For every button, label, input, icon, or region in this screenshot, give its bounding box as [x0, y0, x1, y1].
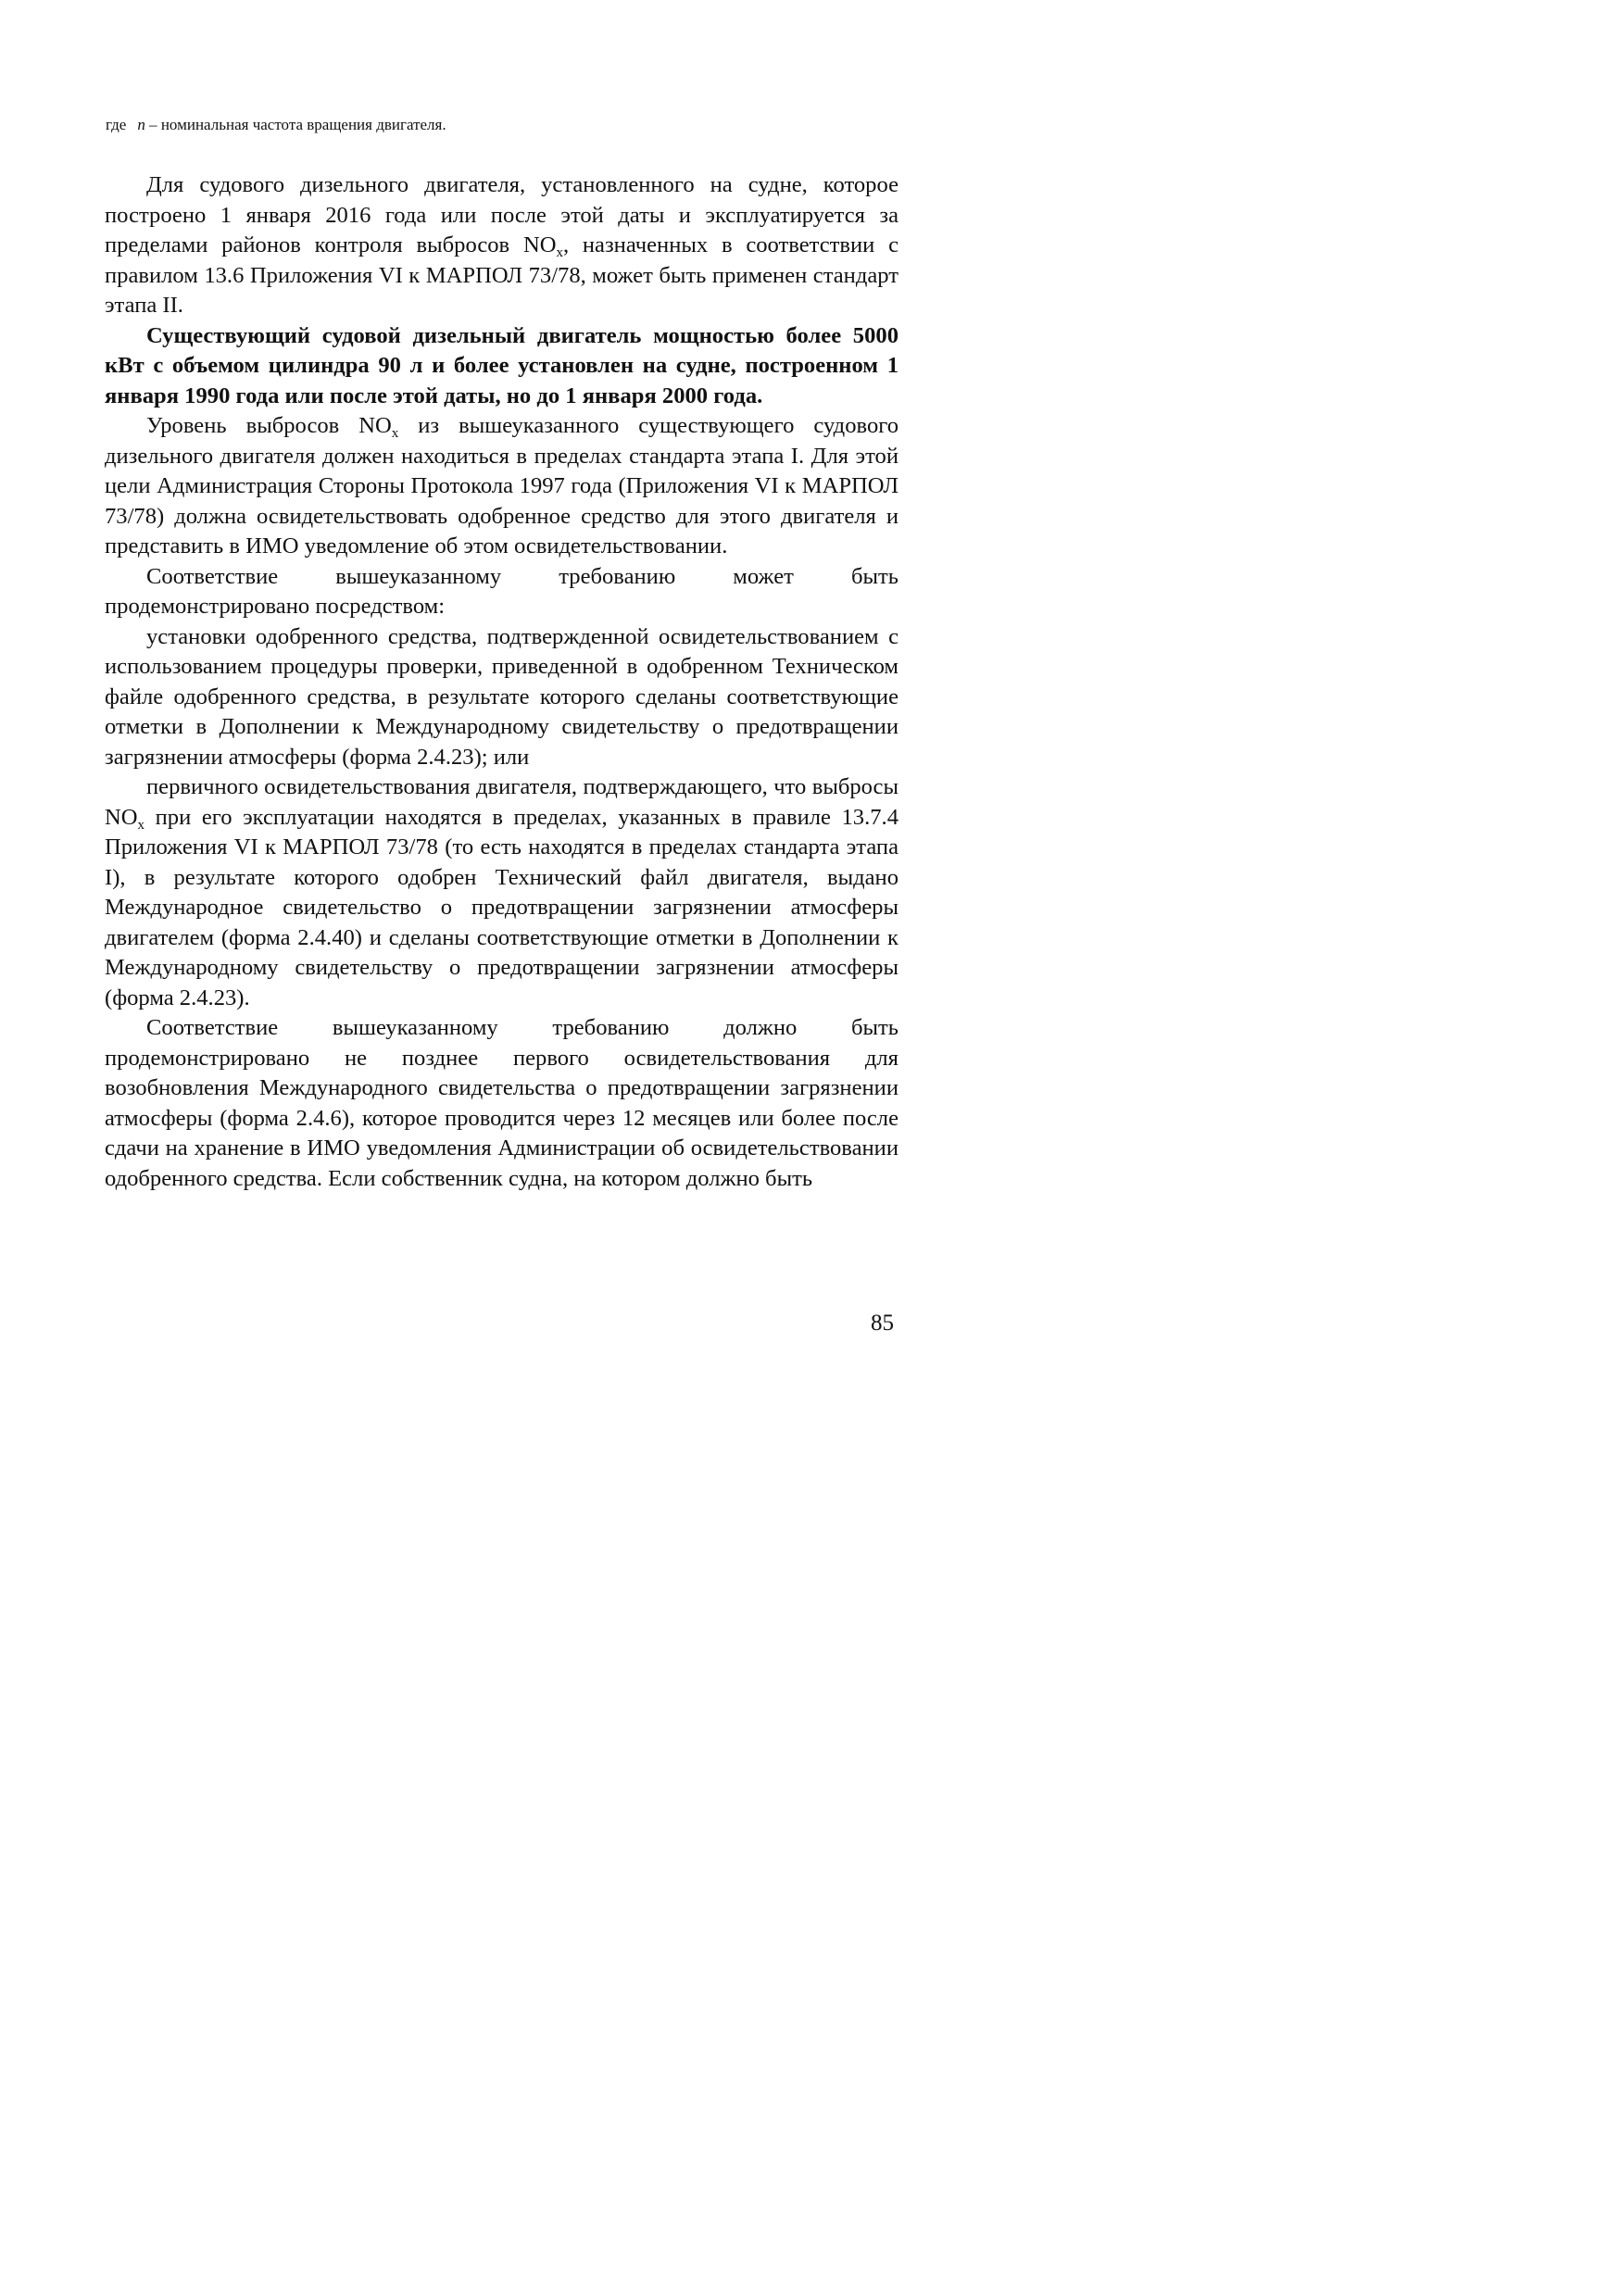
body-text — [105, 170, 898, 1194]
nox-subscript: x — [556, 245, 563, 260]
paragraph-stage-ii-standard — [105, 170, 898, 321]
section-heading-existing-engine: Существующий судовой дизельный двигатель мощностью более 5000 кВт с объемом цилиндра 90 л и более установлен на судне, построенном 1 января 1990 года или после этой даты, но до 1 января 2000 года. — [105, 322, 898, 408]
page-number: 85 — [871, 1311, 894, 1336]
footnote-definition: – номинальная частота вращения двигателя. — [149, 116, 446, 133]
paragraph-text: из вышеуказанного существующего судового дизельного двигателя должен находиться в пределах стандарта этапа I. Для этой цели Администрация Стороны Протокола 1997 года (Приложения VI к МАРПОЛ 73/78) должна освидетельствовать одобренное средство для этого двигателя и представить в ИМО уведомление об этом освидетельствовании. — [105, 413, 899, 558]
nox-subscript: x — [137, 817, 145, 833]
paragraph-approved-method: установки одобренного средства, подтвержденной освидетельствованием с использованием процедуры проверки, приведенной в одобренном Техническом файле одобренного средства, в результате которого сделаны соответствующие отметки в Дополнении к Международному свидетельству о предотвращении загрязнении атмосферы (форма 2.4.23); или — [105, 623, 898, 770]
paragraph-nox-level — [105, 411, 898, 562]
paragraph-text: Для судового дизельного двигателя, установленного на судне, которое построено 1 января 2016 года или после этой даты и эксплуатируется за пределами районов контроля выбросов NO — [105, 172, 898, 257]
paragraph-compliance-intro: Соответствие вышеуказанному требованию может быть продемонстрировано посредством: — [105, 563, 898, 619]
footnote-where-word: где — [106, 116, 127, 133]
paragraph-initial-survey — [105, 772, 898, 1013]
paragraph-text: при его эксплуатации находятся в пределах, указанных в правиле 13.7.4 Приложения VI к МАРПОЛ 73/78 (то есть находятся в пределах стандарта этапа I), в результате которого одобрен Технический файл двигателя, выдано Международное свидетельство о предотвращении загрязнении атмосферы двигателем (форма 2.4.40) и сделаны соответствующие отметки в Дополнении к Международному свидетельству о предотвращении загрязнении атмосферы (форма 2.4.23). — [105, 804, 898, 1010]
nox-subscript: x — [391, 426, 399, 441]
document-page — [0, 0, 1019, 1443]
footnote-variable: n — [137, 116, 145, 133]
paragraph-text: , назначенных в соответствии с правилом 13.6 Приложения VI к МАРПОЛ 73/78, может быть применен стандарт этапа II. — [105, 232, 898, 318]
paragraph-text: Уровень выбросов NO — [146, 413, 392, 438]
paragraph-compliance-deadline: Соответствие вышеуказанному требованию должно быть продемонстрировано не позднее первого освидетельствования для возобновления Международного свидетельства о предотвращении загрязнении атмосферы (форма 2.4.6), которое проводится через 12 месяцев или более после сдачи на хранение в ИМО уведомления Администрации об освидетельствовании одобренного средства. Если собственник судна, на котором должно быть — [105, 1015, 898, 1191]
formula-footnote — [106, 115, 902, 135]
paragraph-text: первичного освидетельствования двигателя, подтверждающего, что выбросы NO — [105, 774, 898, 830]
